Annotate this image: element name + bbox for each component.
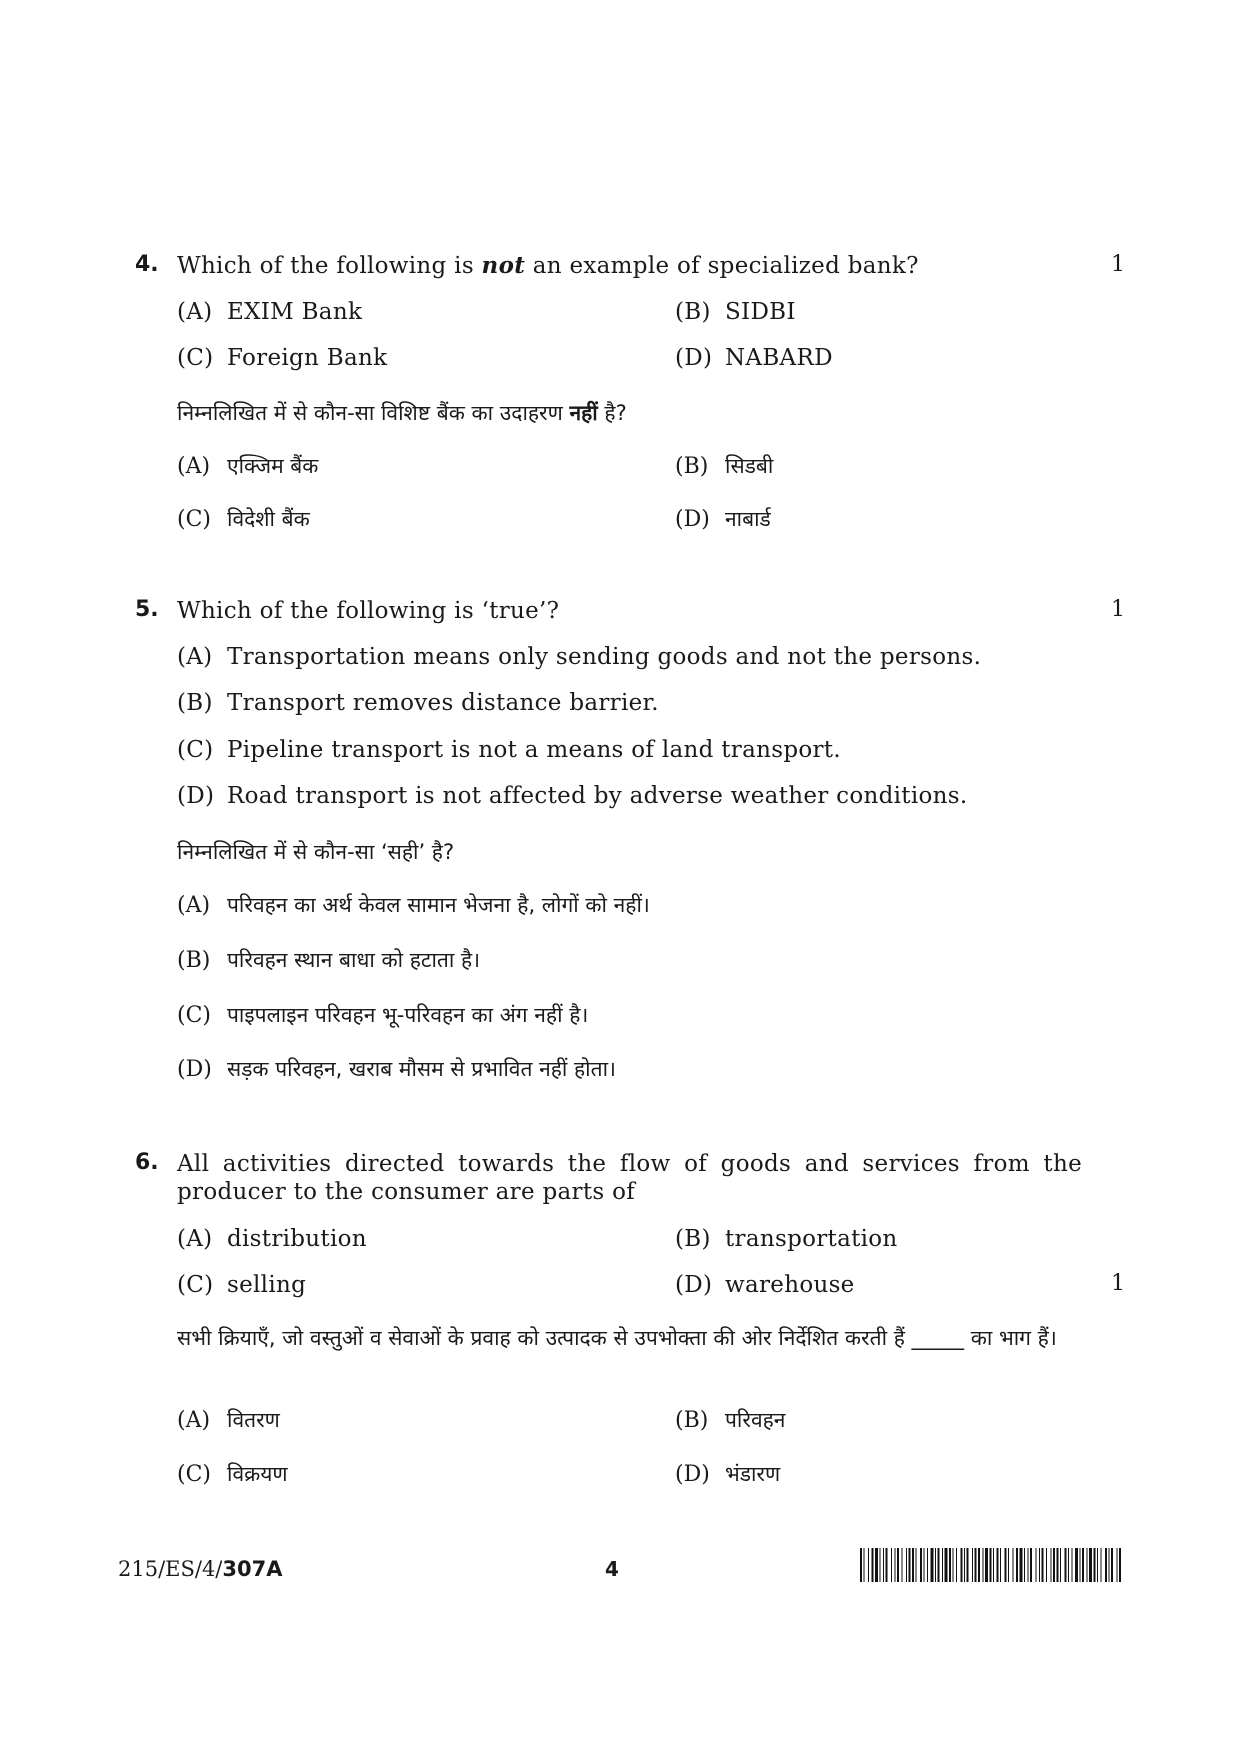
barcode-bar <box>1082 1548 1084 1582</box>
barcode-bar <box>1039 1548 1040 1582</box>
barcode-bar <box>1051 1548 1052 1582</box>
barcode-bar <box>872 1548 874 1582</box>
barcode-bar <box>1000 1548 1001 1582</box>
barcode-bar <box>1109 1548 1110 1582</box>
option-c[interactable]: (C) Foreign Bank <box>177 345 388 371</box>
question-text: All activities directed towards the flow of goods and services from the producer to the consumer are parts of <box>177 1151 1082 1205</box>
option-a-hindi[interactable]: (A) वितरण <box>177 1408 280 1433</box>
question-number: 5. <box>135 597 159 622</box>
barcode-bar <box>1111 1548 1113 1582</box>
option-a[interactable]: (A) EXIM Bank <box>177 299 363 325</box>
barcode-bar <box>1028 1548 1029 1582</box>
option-c[interactable]: (C) Pipeline transport is not a means of land transport. <box>177 737 841 763</box>
option-d-hindi[interactable]: (D) नाबार्ड <box>675 507 771 532</box>
option-a-hindi[interactable]: (A) परिवहन का अर्थ केवल सामान भेजना है, लोगों को नहीं। <box>177 893 650 918</box>
option-d-hindi[interactable]: (D) भंडारण <box>675 1462 781 1487</box>
barcode-bar <box>949 1548 951 1582</box>
barcode-bar <box>1068 1548 1069 1582</box>
question-text-hindi: निम्नलिखित में से कौन-सा विशिष्ट बैंक का उदाहरण नहीं है? <box>177 401 627 425</box>
marks: 1 <box>1111 597 1125 622</box>
barcode-bar <box>1117 1548 1118 1582</box>
barcode-bar <box>895 1548 896 1582</box>
barcode-bar <box>886 1548 888 1582</box>
question-number: 4. <box>135 252 159 277</box>
barcode-bar <box>1046 1548 1047 1582</box>
barcode-bar <box>924 1548 925 1582</box>
barcode-bar <box>1087 1548 1088 1582</box>
option-d-hindi[interactable]: (D) सड़क परिवहन, खराब मौसम से प्रभावित नहीं होता। <box>177 1057 616 1082</box>
option-d[interactable]: (D) Road transport is not affected by adverse weather conditions. <box>177 783 968 809</box>
barcode-bar <box>935 1548 936 1582</box>
barcode-bar <box>912 1548 914 1582</box>
barcode-bar <box>1042 1548 1044 1582</box>
barcode-bar <box>927 1548 928 1582</box>
barcode-bar <box>883 1548 884 1582</box>
option-d[interactable]: (D) NABARD <box>675 345 833 371</box>
barcode-bar <box>1057 1548 1059 1582</box>
barcode-bar <box>868 1548 869 1582</box>
barcode-bar <box>909 1548 911 1582</box>
barcode-bar <box>975 1548 977 1582</box>
option-c-hindi[interactable]: (C) पाइपलाइन परिवहन भू-परिवहन का अंग नहीं है। <box>177 1003 589 1028</box>
barcode-bar <box>1075 1548 1078 1582</box>
barcode-bar <box>916 1548 917 1582</box>
barcode-bar <box>920 1548 922 1582</box>
option-d[interactable]: (D) warehouse <box>675 1272 855 1298</box>
barcode-bar <box>1072 1548 1073 1582</box>
barcode-bar <box>1008 1548 1009 1582</box>
barcode-bar <box>967 1548 969 1582</box>
option-b-hindi[interactable]: (B) परिवहन स्थान बाधा को हटाता है। <box>177 948 481 973</box>
barcode-bar <box>891 1548 892 1582</box>
paper-code: 215/ES/4/307A <box>118 1557 283 1581</box>
option-b[interactable]: (B) Transport removes distance barrier. <box>177 690 659 716</box>
option-b[interactable]: (B) SIDBI <box>675 299 796 325</box>
barcode-icon <box>860 1548 1122 1582</box>
option-c-hindi[interactable]: (C) विदेशी बैंक <box>177 507 310 532</box>
barcode-bar <box>1105 1548 1107 1582</box>
barcode-bar <box>1080 1548 1081 1582</box>
question-text-hindi: सभी क्रियाएँ, जो वस्तुओं व सेवाओं के प्रवाह को उत्पादक से उपभोक्ता की ओर निर्देशित करती हैं _____ का भाग हैं। <box>177 1326 1057 1350</box>
barcode-bar <box>1065 1548 1067 1582</box>
barcode-bar <box>964 1548 965 1582</box>
barcode-bar <box>983 1548 984 1582</box>
barcode-bar <box>860 1548 862 1582</box>
question-text: Which of the following is not an example of specialized bank? <box>177 252 919 279</box>
barcode-bar <box>1024 1548 1025 1582</box>
question-text: Which of the following is ‘true’? <box>177 598 560 624</box>
barcode-bar <box>993 1548 994 1582</box>
barcode-bar <box>978 1548 980 1582</box>
barcode-bar <box>1013 1548 1014 1582</box>
barcode-bar <box>942 1548 943 1582</box>
barcode-bar <box>938 1548 940 1582</box>
barcode-bar <box>985 1548 988 1582</box>
barcode-bar <box>1089 1548 1092 1582</box>
option-c[interactable]: (C) selling <box>177 1272 307 1298</box>
option-a[interactable]: (A) distribution <box>177 1226 367 1252</box>
barcode-bar <box>1097 1548 1098 1582</box>
barcode-bar <box>1053 1548 1055 1582</box>
barcode-bar <box>997 1548 999 1582</box>
barcode-bar <box>880 1548 881 1582</box>
barcode-bar <box>956 1548 957 1582</box>
barcode-bar <box>902 1548 903 1582</box>
barcode-bar <box>1036 1548 1037 1582</box>
barcode-bar <box>1016 1548 1018 1582</box>
marks: 1 <box>1111 1271 1125 1296</box>
barcode-bar <box>1119 1548 1121 1582</box>
barcode-bar <box>906 1548 907 1582</box>
page-number: 4 <box>605 1557 619 1581</box>
option-b-hindi[interactable]: (B) परिवहन <box>675 1408 786 1433</box>
barcode-bar <box>953 1548 954 1582</box>
barcode-bar <box>1101 1548 1102 1582</box>
barcode-bar <box>972 1548 973 1582</box>
barcode-bar <box>1094 1548 1096 1582</box>
barcode-bar <box>931 1548 934 1582</box>
option-c-hindi[interactable]: (C) विक्रयण <box>177 1462 288 1487</box>
barcode-bar <box>1005 1548 1007 1582</box>
barcode-bar <box>945 1548 948 1582</box>
barcode-bar <box>990 1548 992 1582</box>
barcode-bar <box>897 1548 899 1582</box>
barcode-bar <box>961 1548 963 1582</box>
option-b[interactable]: (B) transportation <box>675 1226 898 1252</box>
barcode-bar <box>875 1548 878 1582</box>
option-a[interactable]: (A) Transportation means only sending goods and not the persons. <box>177 644 982 670</box>
option-b-hindi[interactable]: (B) सिडबी <box>675 454 774 479</box>
question-number: 6. <box>135 1150 159 1175</box>
barcode-bar <box>1060 1548 1061 1582</box>
emphasis-not: not <box>481 252 526 279</box>
barcode-bar <box>1030 1548 1032 1582</box>
option-a-hindi[interactable]: (A) एक्जिम बैंक <box>177 454 319 479</box>
question-text-hindi: निम्नलिखित में से कौन-सा ‘सही’ है? <box>177 840 455 864</box>
marks: 1 <box>1111 252 1125 277</box>
barcode-bar <box>864 1548 865 1582</box>
barcode-bar <box>1020 1548 1023 1582</box>
